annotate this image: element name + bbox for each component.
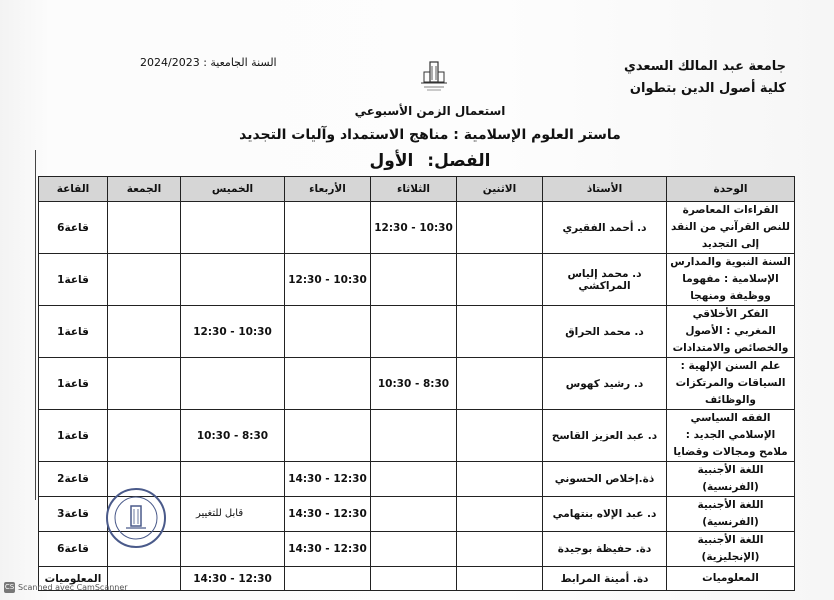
wednesday-cell: 12:30 - 14:30 xyxy=(285,497,371,532)
professor-cell: دة. حفيظة بوجيدة xyxy=(543,532,667,567)
header-unit: الوحدة xyxy=(667,177,795,202)
tuesday-cell: 10:30 - 12:30 xyxy=(371,202,457,254)
professor-cell: دة. أمينة المرابط xyxy=(543,567,667,591)
monday-cell xyxy=(457,497,543,532)
unit-cell: القراءات المعاصرة للنص القرآني من النقد إلى التجديد xyxy=(667,202,795,254)
camscanner-icon: CS xyxy=(4,583,15,591)
wednesday-cell: 12:30 - 14:30 xyxy=(285,532,371,567)
thursday-cell: 12:30 - 14:30 xyxy=(181,567,285,591)
university-name: جامعة عبد المالك السعدي xyxy=(623,59,786,74)
table-row xyxy=(39,254,795,306)
wednesday-cell xyxy=(285,358,371,410)
monday-cell xyxy=(457,410,543,462)
unit-cell: المعلوميات xyxy=(667,567,795,591)
table-row xyxy=(39,202,795,254)
room-cell: قاعة1 xyxy=(39,254,108,306)
wednesday-cell xyxy=(285,202,371,254)
monday-cell xyxy=(457,254,543,306)
professor-cell: د. عبد الإلاه بنتهامي xyxy=(543,497,667,532)
friday-cell xyxy=(108,410,181,462)
monday-cell xyxy=(457,567,543,591)
unit-cell: علم السنن الإلهية : السياقات والمرتكزات والوظائف xyxy=(667,358,795,410)
tuesday-cell xyxy=(371,306,457,358)
room-cell: قاعة1 xyxy=(39,410,108,462)
unit-cell: الفكر الأخلاقي المغربي : الأصول والخصائص والامتدادات xyxy=(667,306,795,358)
header-row xyxy=(39,177,795,202)
university-logo-icon xyxy=(418,60,450,94)
tuesday-cell xyxy=(371,254,457,306)
unit-cell: اللغة الأجنبية (الفرنسية) xyxy=(667,462,795,497)
thursday-cell xyxy=(181,202,285,254)
semester-value: الأول xyxy=(369,151,414,171)
thursday-cell xyxy=(181,358,285,410)
monday-cell xyxy=(457,306,543,358)
header-friday: الجمعة xyxy=(108,177,181,202)
unit-cell: اللغة الأجنبية (الفرنسية) xyxy=(667,497,795,532)
room-cell: قاعة2 xyxy=(39,462,108,497)
official-stamp-icon xyxy=(104,486,168,550)
tuesday-cell xyxy=(371,410,457,462)
friday-cell xyxy=(108,254,181,306)
table-row xyxy=(39,410,795,462)
university-header xyxy=(624,56,786,100)
table-row xyxy=(39,358,795,410)
header-wednesday: الأربعاء xyxy=(285,177,371,202)
room-cell: قاعة1 xyxy=(39,358,108,410)
friday-cell xyxy=(108,306,181,358)
monday-cell xyxy=(457,358,543,410)
wednesday-cell xyxy=(285,567,371,591)
program-title: ماستر العلوم الإسلامية : مناهج الاستمداد وآليات التجديد xyxy=(239,127,621,143)
wednesday-cell xyxy=(285,306,371,358)
header-monday: الاثنين xyxy=(457,177,543,202)
wednesday-cell: 12:30 - 14:30 xyxy=(285,462,371,497)
professor-cell: د. عبد العزيز القاسح xyxy=(543,410,667,462)
wednesday-cell: 10:30 - 12:30 xyxy=(285,254,371,306)
professor-cell: د. رشيد كهوس xyxy=(543,358,667,410)
subject-to-change-note: قابل للتغيير xyxy=(196,508,244,519)
faculty-name: كلية أصول الدين بتطوان xyxy=(629,81,786,96)
monday-cell xyxy=(457,462,543,497)
wednesday-cell xyxy=(285,410,371,462)
thursday-cell xyxy=(181,254,285,306)
tuesday-cell xyxy=(371,567,457,591)
thursday-cell xyxy=(181,462,285,497)
room-cell: قاعة6 xyxy=(39,202,108,254)
table-row xyxy=(39,306,795,358)
header-thursday: الخميس xyxy=(181,177,285,202)
tuesday-cell xyxy=(371,462,457,497)
room-cell: قاعة3 xyxy=(39,497,108,532)
monday-cell xyxy=(457,532,543,567)
room-cell: قاعة1 xyxy=(39,306,108,358)
professor-cell: د. محمد إلياس المراكشي xyxy=(543,254,667,306)
professor-cell: د. محمد الحراق xyxy=(543,306,667,358)
room-cell: قاعة6 xyxy=(39,532,108,567)
tuesday-cell: 8:30 - 10:30 xyxy=(371,358,457,410)
professor-cell: ذة.إخلاص الحسوني xyxy=(543,462,667,497)
table-row xyxy=(39,567,795,591)
friday-cell xyxy=(108,358,181,410)
tuesday-cell xyxy=(371,497,457,532)
header-room: القاعة xyxy=(39,177,108,202)
header-professor: الأستاذ xyxy=(543,177,667,202)
thursday-cell xyxy=(181,532,285,567)
friday-cell xyxy=(108,202,181,254)
margin-line xyxy=(35,150,36,500)
unit-cell: اللغة الأجنبية (الإنجليزية) xyxy=(667,532,795,567)
header-tuesday: الثلاثاء xyxy=(371,177,457,202)
professor-cell: د. أحمد الفقيري xyxy=(543,202,667,254)
monday-cell xyxy=(457,202,543,254)
scanner-watermark xyxy=(4,582,128,593)
semester-label: الفصل: xyxy=(427,151,491,171)
thursday-cell: 8:30 - 10:30 xyxy=(181,410,285,462)
academic-year: السنة الجامعية : 2024/2023 xyxy=(140,56,277,69)
scanner-text: Scanned avec CamScanner xyxy=(18,583,128,592)
semester-title xyxy=(330,151,530,171)
room-cell: المعلوميات xyxy=(39,567,108,591)
tuesday-cell xyxy=(371,532,457,567)
unit-cell: الفقه السياسي الإسلامي الجديد : ملامح ومجالات وقضايا xyxy=(667,410,795,462)
schedule-heading: استعمال الزمن الأسبوعي xyxy=(354,104,506,118)
unit-cell: السنة النبوية والمدارس الإسلامية : مفهوما ووظيفة ومنهجا xyxy=(667,254,795,306)
thursday-cell: 10:30 - 12:30 xyxy=(181,306,285,358)
